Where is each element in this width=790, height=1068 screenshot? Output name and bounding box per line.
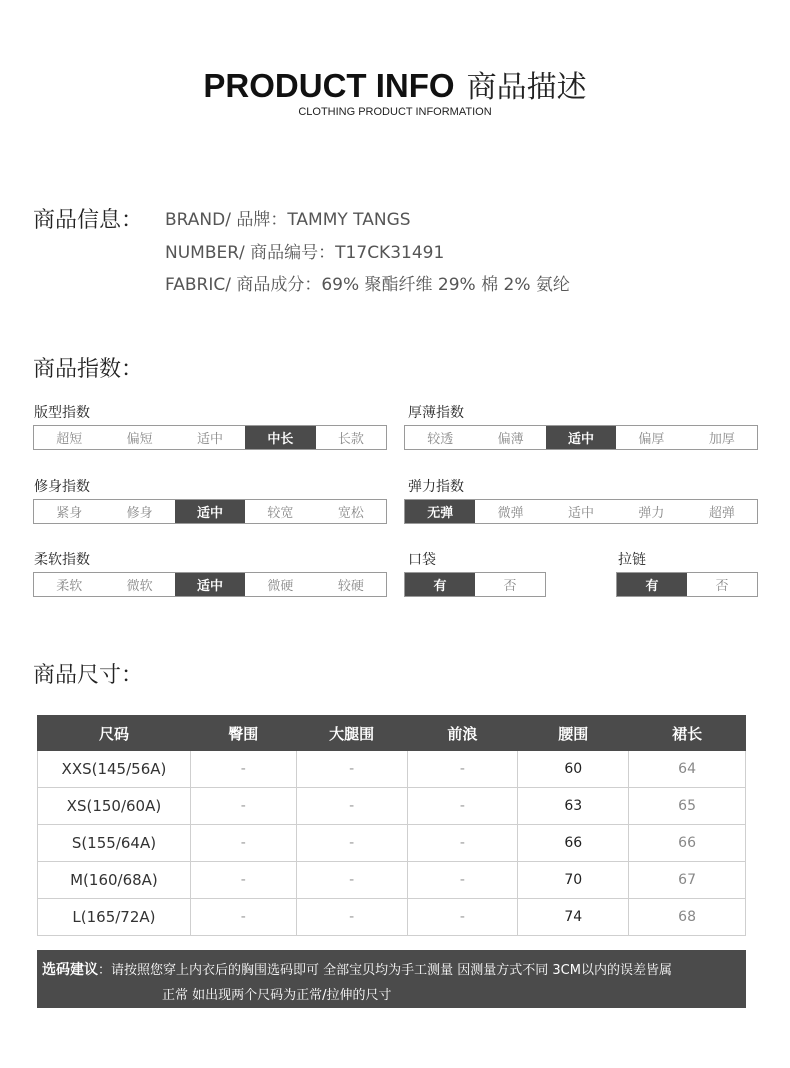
title-cn: 商品描述 [466,70,587,105]
front-rise-cell: - [407,899,518,936]
hip-cell: - [190,862,296,899]
softness-option: 微软 [126,579,153,594]
front-rise-cell: - [407,862,518,899]
table-row [38,751,746,788]
slim-option: 适中 [175,500,245,523]
hip-cell: - [190,788,296,825]
elasticity-option: 适中 [568,506,595,521]
softness-option: 较硬 [337,579,364,594]
skirt-length-cell: 64 [629,751,746,788]
waist-cell: 70 [518,862,629,899]
fit-length-option: 长款 [337,432,364,447]
fit-length-option: 中长 [245,426,315,449]
fit-length-option: 适中 [197,432,224,447]
hip-cell: - [190,751,296,788]
front-rise-cell: - [407,788,518,825]
product-info-label: 商品信息： [33,208,144,233]
number-line: NUMBER/ 商品编号：T17CK31491 [165,243,445,263]
thickness-option: 加厚 [708,432,735,447]
advice-text-1: ：请按照您穿上内衣后的胸围选码即可 全部宝贝均为手工测量 因测量方式不同 3CM以内的误差皆属 [98,963,672,978]
header-hip: 臀围 [190,716,296,751]
zipper-option: 否 [715,579,729,594]
header-waist: 腰围 [518,716,629,751]
size-cell: M(160/68A) [38,862,191,899]
thickness-option: 适中 [546,426,616,449]
front-rise-cell: - [407,751,518,788]
thigh-cell: - [296,825,407,862]
fit-length-option: 超短 [56,432,83,447]
skirt-length-cell: 66 [629,825,746,862]
waist-cell: 63 [518,788,629,825]
pocket-option: 否 [503,579,517,594]
fit-length-option: 偏短 [126,432,153,447]
elasticity-option: 超弹 [708,506,735,521]
thickness-label: 厚薄指数 [408,405,464,421]
size-cell: S(155/64A) [38,825,191,862]
softness-label: 柔软指数 [34,552,90,568]
table-row [38,899,746,936]
skirt-length-cell: 68 [629,899,746,936]
title-en: PRODUCT INFO [203,67,455,104]
skirt-length-cell: 65 [629,788,746,825]
header-size: 尺码 [38,716,191,751]
thickness-option: 较透 [427,432,454,447]
waist-cell: 60 [518,751,629,788]
header-thigh: 大腿围 [296,716,407,751]
size-table [37,715,746,936]
slim-option: 紧身 [56,506,83,521]
pocket-scale [404,572,546,597]
elasticity-option: 弹力 [638,506,665,521]
fit-length-label: 版型指数 [34,405,90,421]
thigh-cell: - [296,899,407,936]
elasticity-scale [404,499,758,524]
header-skirt-length: 裙长 [629,716,746,751]
size-cell: L(165/72A) [38,899,191,936]
softness-scale [33,572,387,597]
waist-cell: 74 [518,899,629,936]
front-rise-cell: - [407,825,518,862]
softness-option: 柔软 [56,579,83,594]
size-chart-label: 商品尺寸： [33,663,144,688]
advice-label: 选码建议 [42,962,98,978]
skirt-length-cell: 67 [629,862,746,899]
hip-cell: - [190,899,296,936]
advice-line-2: 正常 如出现两个尺码为正常/拉伸的尺寸 [162,988,392,1003]
hip-cell: - [190,825,296,862]
size-cell: XS(150/60A) [38,788,191,825]
thigh-cell: - [296,751,407,788]
softness-option: 微硬 [267,579,294,594]
brand-line: BRAND/ 品牌：TAMMY TANGS [165,210,411,230]
table-row [38,825,746,862]
slim-scale [33,499,387,524]
table-row [38,862,746,899]
slim-option: 较宽 [267,506,294,521]
zipper-scale [616,572,758,597]
fit-length-scale [33,425,387,450]
softness-option: 适中 [175,573,245,596]
slim-label: 修身指数 [34,479,90,495]
table-row [38,788,746,825]
elasticity-option: 微弹 [497,506,524,521]
fabric-line: FABRIC/ 商品成分：69% 聚酯纤维 29% 棉 2% 氨纶 [165,275,570,295]
size-table-header-row [38,716,746,751]
header-front-rise: 前浪 [407,716,518,751]
thickness-scale [404,425,758,450]
zipper-option: 有 [617,573,687,596]
slim-option: 修身 [126,506,153,521]
size-cell: XXS(145/56A) [38,751,191,788]
pocket-option: 有 [405,573,475,596]
size-advice-box [37,950,746,1008]
page-title [0,62,790,106]
indices-label: 商品指数： [33,357,144,382]
thickness-option: 偏厚 [638,432,665,447]
elasticity-option: 无弹 [405,500,475,523]
waist-cell: 66 [518,825,629,862]
thigh-cell: - [296,862,407,899]
zipper-label: 拉链 [618,552,646,568]
pocket-label: 口袋 [408,552,436,568]
slim-option: 宽松 [337,506,364,521]
elasticity-label: 弹力指数 [408,479,464,495]
page-subtitle: CLOTHING PRODUCT INFORMATION [298,106,492,118]
advice-line-1 [42,958,740,983]
thickness-option: 偏薄 [497,432,524,447]
thigh-cell: - [296,788,407,825]
